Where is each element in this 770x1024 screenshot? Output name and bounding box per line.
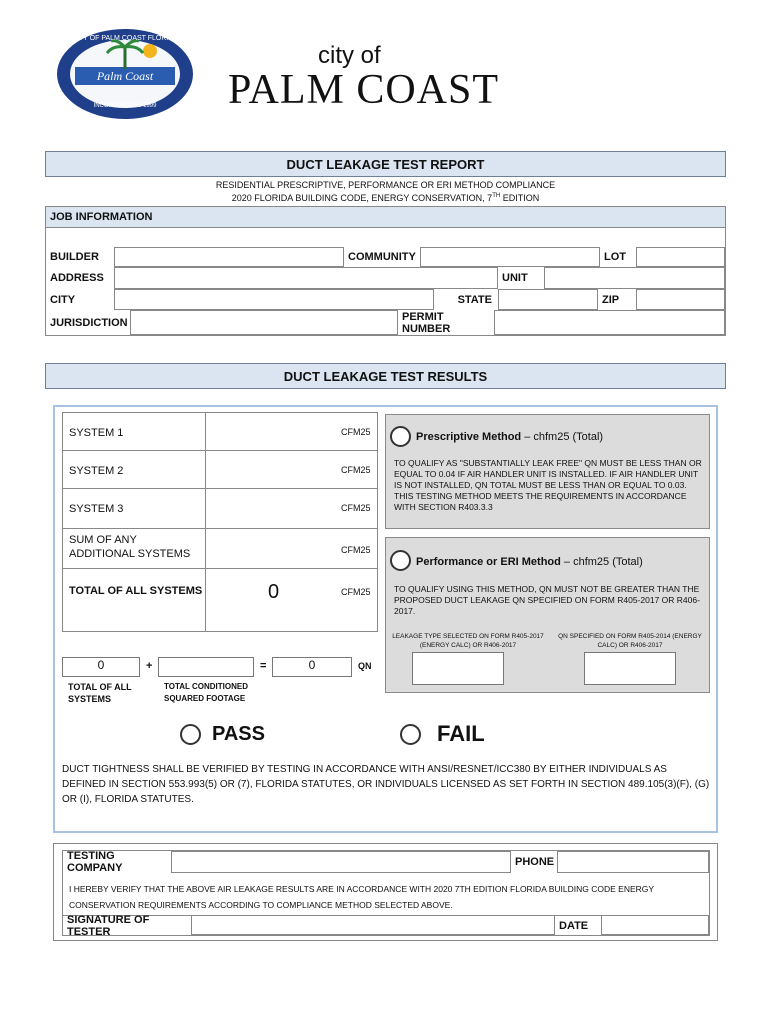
qn-specified-field[interactable] (584, 652, 676, 685)
system-label: SYSTEM 3 (69, 503, 124, 515)
signature-field[interactable] (191, 915, 555, 935)
prescriptive-title-main: Prescriptive Method (416, 431, 522, 443)
date-label: DATE (555, 915, 601, 935)
signature-label: SIGNATURE OF TESTER (63, 915, 191, 935)
jurisdiction-field[interactable] (130, 310, 398, 335)
city-label: CITY (50, 293, 76, 306)
sqft-field[interactable] (158, 657, 254, 677)
unit-field[interactable] (544, 267, 725, 289)
performance-box (385, 537, 710, 693)
unit-label: CFM25 (341, 465, 371, 475)
lot-label: LOT (604, 251, 626, 263)
city-field[interactable] (114, 289, 434, 310)
unit-label: CFM25 (341, 503, 371, 513)
testing-company-field[interactable] (171, 851, 511, 873)
calc-sqft-label: TOTAL CONDITIONED SQUARED FOOTAGE (164, 682, 248, 703)
city-seal (55, 27, 195, 122)
equals-sign: = (260, 660, 267, 672)
unit-label: CFM25 (341, 427, 371, 437)
state-label: STATE (457, 293, 492, 306)
subtitle-2-sup: TH (492, 193, 501, 199)
total-value-field[interactable]: 0 (205, 569, 341, 631)
svg-text:CITY OF PALM COAST FLORIDA: CITY OF PALM COAST FLORIDA (71, 35, 179, 42)
permit-label: PERMIT NUMBER (402, 310, 451, 335)
testing-company-label: TESTING COMPANY (67, 850, 123, 874)
system-table (62, 412, 378, 632)
zip-field[interactable] (636, 289, 725, 310)
table-row (63, 413, 377, 451)
permit-field[interactable] (494, 310, 725, 335)
jurisdiction-label: JURISDICTION (50, 316, 128, 329)
calc-total-label: TOTAL OF ALL SYSTEMS (68, 682, 132, 704)
leakage-type-label: LEAKAGE TYPE SELECTED ON FORM R405-2017 (ENERGY CALC) OR R406-2017 (392, 633, 544, 649)
fail-label: FAIL (437, 721, 485, 746)
prescriptive-box (385, 414, 710, 529)
qn-specified-label: QN SPECIFIED ON FORM R405-2014 (ENERGY CALC) OR R406-2017 (558, 633, 702, 649)
system-value-field[interactable] (205, 489, 341, 528)
phone-field[interactable] (557, 851, 709, 873)
system-value-field[interactable] (205, 451, 341, 488)
prescriptive-title-suffix: – chfm25 (Total) (521, 431, 604, 443)
system-label: SYSTEM 1 (69, 427, 124, 439)
system-value-field[interactable] (205, 529, 341, 568)
subtitle-2-post: EDITION (500, 193, 540, 203)
table-row (63, 489, 377, 529)
city-logo (222, 28, 557, 120)
svg-text:INCORPORATED 1999: INCORPORATED 1999 (93, 103, 157, 109)
pass-radio[interactable] (180, 724, 201, 745)
zip-label: ZIP (602, 293, 620, 306)
subtitle-2-pre: 2020 FLORIDA BUILDING CODE, ENERGY CONSERVATION, 7 (231, 193, 493, 203)
total-label: TOTAL OF ALL SYSTEMS (69, 585, 203, 597)
address-field[interactable] (114, 267, 498, 289)
job-info-grid (45, 206, 726, 336)
prescriptive-title (416, 431, 603, 443)
table-row (63, 451, 377, 489)
logo-small-text: city of (318, 42, 381, 69)
pass-label: PASS (212, 723, 265, 745)
compliance-statement: DUCT TIGHTNESS SHALL BE VERIFIED BY TESTING IN ACCORDANCE WITH ANSI/RESNET/ICC380 BY EITHER INDIVIDUALS AS DEFINED IN SECTION 553.993(5) OR (7), FLORIDA STATUTES, OR INDIVIDUALS LICENSED AS SET FORTH IN SECTION 489.105(3)(F), (G) OR (I), FLORIDA STATUTES. (62, 764, 710, 805)
report-title: DUCT LEAKAGE TEST REPORT (45, 151, 726, 177)
results-heading: DUCT LEAKAGE TEST RESULTS (45, 363, 726, 389)
performance-title (416, 556, 643, 568)
phone-label: PHONE (515, 856, 555, 868)
svg-text:Palm Coast: Palm Coast (96, 69, 154, 83)
system-value-field[interactable] (205, 413, 341, 450)
performance-title-suffix: – chfm25 (Total) (560, 556, 643, 568)
job-info-heading: JOB INFORMATION (46, 207, 725, 228)
table-row (63, 569, 377, 631)
plus-sign: + (146, 660, 153, 672)
leakage-type-field[interactable] (412, 652, 504, 685)
prescriptive-text: TO QUALIFY AS "SUBSTANTIALLY LEAK FREE" QN MUST BE LESS THAN OR EQUAL TO 0.04 IF AIR HANDLER UNIT IS INSTALLED. IF AIR HANDLER UNIT IS NOT INSTALLED, QN TOTAL MUST BE LESS THAN OR EQUAL TO 0.03. THIS TESTING METHOD MEETS THE REQUIREMENTS IN ACCORDANCE WITH SECTION R403.3.3 (394, 458, 702, 512)
state-field[interactable] (498, 289, 598, 310)
table-row (63, 529, 377, 569)
prescriptive-radio[interactable] (390, 426, 411, 447)
report-subtitle-1: RESIDENTIAL PRESCRIPTIVE, PERFORMANCE OR ERI METHOD COMPLIANCE (215, 180, 556, 190)
lot-field[interactable] (636, 247, 725, 267)
date-field[interactable] (601, 915, 709, 935)
system-label: SUM OF ANY ADDITIONAL SYSTEMS (69, 534, 191, 560)
qn-result-field[interactable]: 0 (272, 657, 352, 677)
report-subtitle-2 (45, 193, 726, 203)
builder-label: BUILDER (50, 251, 99, 263)
unit-label: CFM25 (341, 545, 371, 555)
builder-field[interactable] (114, 247, 344, 267)
community-label: COMMUNITY (348, 251, 416, 263)
performance-title-main: Performance or ERI Method (416, 556, 561, 568)
verify-statement: I HEREBY VERIFY THAT THE ABOVE AIR LEAKAGE RESULTS ARE IN ACCORDANCE WITH 2020 7TH EDITION FLORIDA BUILDING CODE ENERGY CONSERVATION REQUIREMENTS ACCORDING TO COMPLIANCE METHOD SELECTED ABOVE. (69, 884, 654, 910)
community-field[interactable] (420, 247, 600, 267)
unit-label: UNIT (502, 272, 528, 284)
qn-label: QN (358, 661, 372, 671)
calc-total-field[interactable]: 0 (62, 657, 140, 677)
system-label: SYSTEM 2 (69, 465, 124, 477)
address-label: ADDRESS (50, 272, 104, 284)
tester-inner-box (62, 850, 710, 936)
performance-text: TO QUALIFY USING THIS METHOD, QN MUST NOT BE GREATER THAN THE PROPOSED DUCT LEAKAGE QN SPECIFIED ON FORM R405-2017 OR R406-2017. (394, 584, 700, 616)
performance-radio[interactable] (390, 550, 411, 571)
tester-section (53, 843, 718, 941)
unit-label: CFM25 (341, 587, 371, 597)
fail-radio[interactable] (400, 724, 421, 745)
logo-main-text: PALM COAST (228, 67, 500, 113)
